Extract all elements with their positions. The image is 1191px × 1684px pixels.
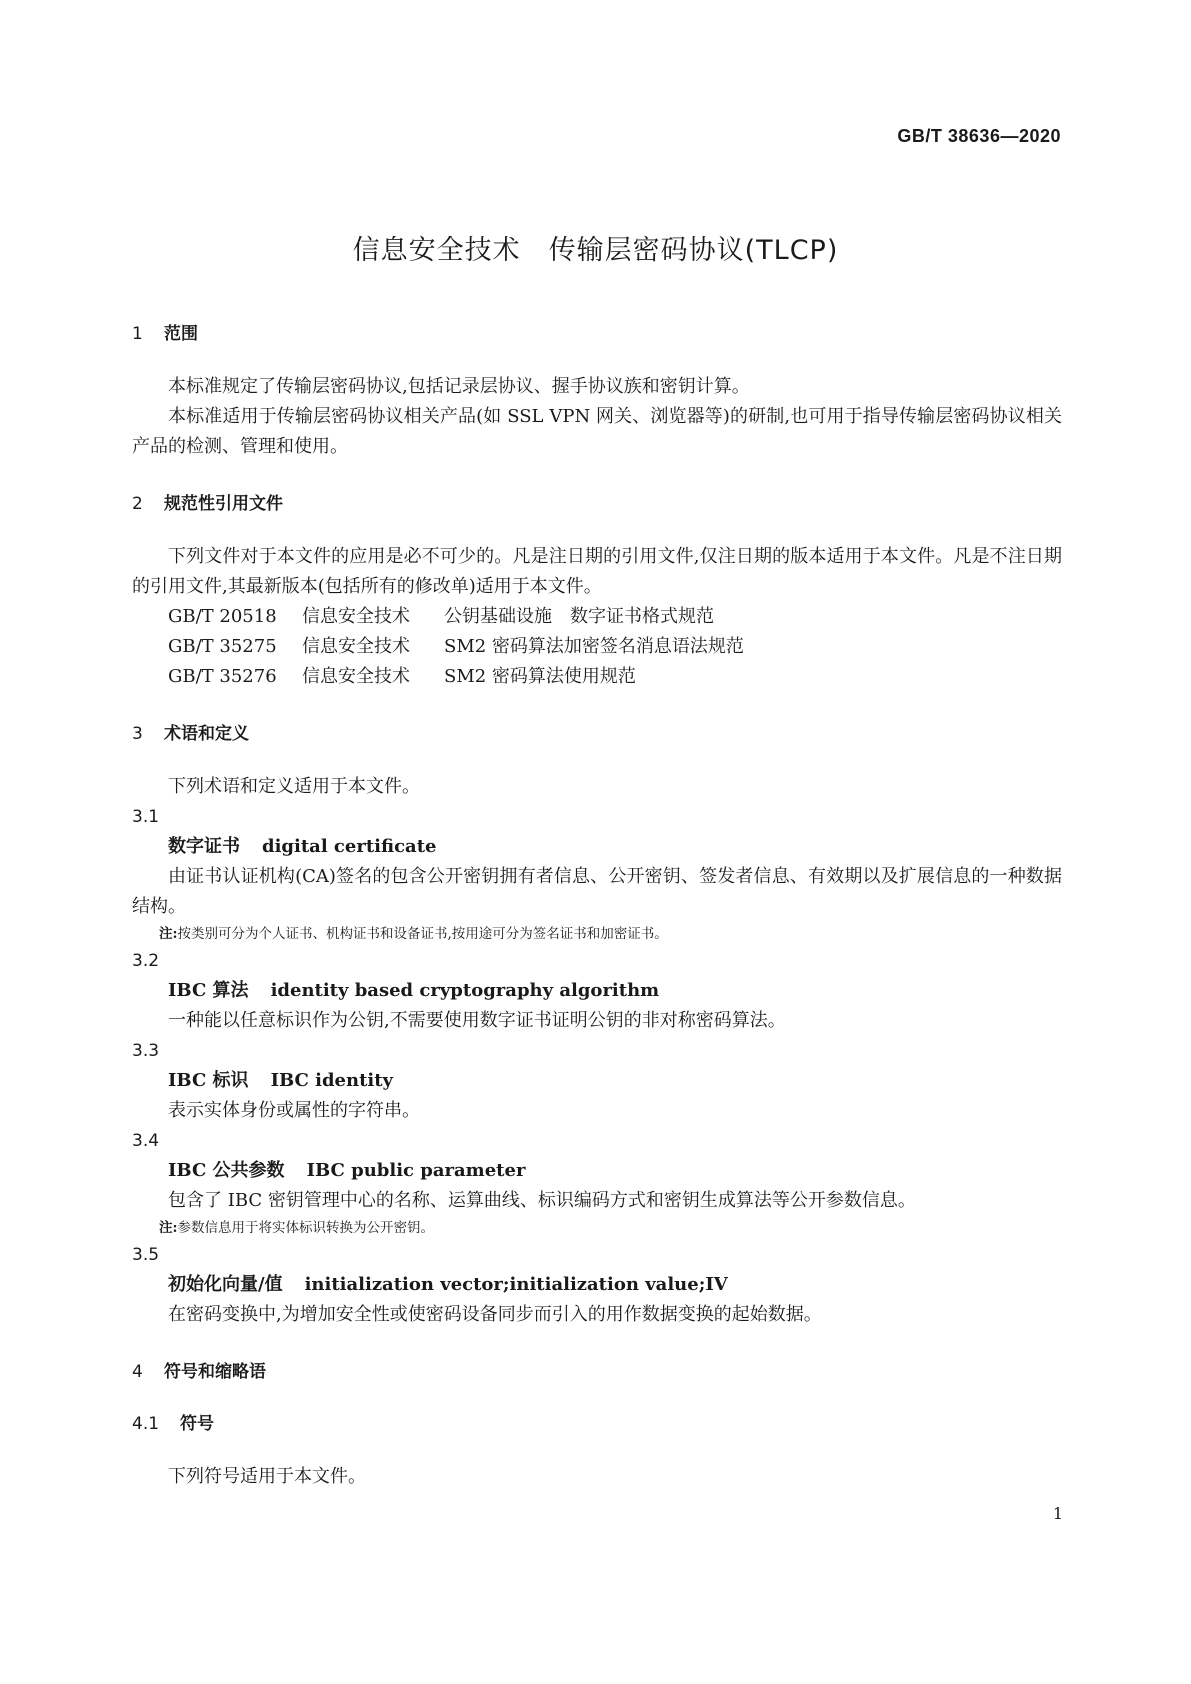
scope-paragraph-1: 本标准规定了传输层密码协议,包括记录层协议、握手协议族和密钥计算。: [168, 376, 750, 397]
term-name: IBC 标识 IBC identity: [168, 1070, 394, 1091]
term-definition: 包含了 IBC 密钥管理中心的名称、运算曲线、标识编码方式和密钥生成算法等公开参数信息。: [168, 1190, 916, 1211]
term-name: IBC 算法 identity based cryptography algorithm: [168, 980, 660, 1001]
term-number: 3.2: [132, 951, 160, 971]
reference-item: GB/T 35275 信息安全技术 SM2 密码算法加密签名消息语法规范: [168, 636, 744, 657]
reference-item: GB/T 35276 信息安全技术 SM2 密码算法使用规范: [168, 666, 636, 687]
term-note: 注:参数信息用于将实体标识转换为公开密钥。: [159, 1220, 434, 1236]
term-number: 3.5: [132, 1245, 160, 1265]
section-2-heading: [132, 490, 1062, 518]
subsection-title: 符号: [180, 1414, 214, 1434]
term-name: 初始化向量/值 initialization vector;initialization value;IV: [168, 1274, 728, 1295]
document-title: 信息安全技术 传输层密码协议(TLCP): [352, 235, 839, 266]
section-title: 规范性引用文件: [164, 494, 283, 514]
subsection-4-1-heading: [132, 1410, 1062, 1438]
symbols-intro: 下列符号适用于本文件。: [168, 1466, 366, 1487]
section-number: 1: [132, 324, 143, 344]
term-name: IBC 公共参数 IBC public parameter: [168, 1160, 526, 1181]
section-1-heading: [132, 320, 1062, 348]
section-number: 3: [132, 724, 143, 744]
references-intro: 下列文件对于本文件的应用是必不可少的。凡是注日期的引用文件,仅注日期的版本适用于本文件。凡是不注日期的引用文件,其最新版本(包括所有的修改单)适用于本文件。: [132, 546, 1062, 597]
standard-code: GB/T 38636—2020: [897, 126, 1061, 146]
section-4-heading: [132, 1358, 1062, 1386]
term-number: 3.3: [132, 1041, 160, 1061]
term-definition: 表示实体身份或属性的字符串。: [168, 1100, 420, 1121]
section-number: 4: [132, 1362, 143, 1382]
scope-paragraph-2: 本标准适用于传输层密码协议相关产品(如 SSL VPN 网关、浏览器等)的研制,也可用于指导传输层密码协议相关产品的检测、管理和使用。: [132, 406, 1062, 457]
term-definition: 由证书认证机构(CA)签名的包含公开密钥拥有者信息、公开密钥、签发者信息、有效期以及扩展信息的一种数据结构。: [132, 866, 1062, 917]
term-definition: 在密码变换中,为增加安全性或使密码设备同步而引入的用作数据变换的起始数据。: [168, 1304, 822, 1325]
section-title: 符号和缩略语: [164, 1362, 266, 1382]
term-number: 3.4: [132, 1131, 160, 1151]
section-number: 2: [132, 494, 143, 514]
document-body: [132, 320, 1062, 1492]
term-note: 注:按类别可分为个人证书、机构证书和设备证书,按用途可分为签名证书和加密证书。: [159, 926, 668, 942]
section-3-heading: [132, 720, 1062, 748]
term-name: 数字证书 digital certificate: [168, 836, 437, 857]
terms-intro: 下列术语和定义适用于本文件。: [168, 776, 420, 797]
page-number: 1: [1052, 1504, 1063, 1523]
reference-item: GB/T 20518 信息安全技术 公钥基础设施 数字证书格式规范: [168, 606, 714, 627]
term-number: 3.1: [132, 807, 160, 827]
subsection-number: 4.1: [132, 1414, 160, 1434]
section-title: 范围: [164, 324, 198, 344]
term-definition: 一种能以任意标识作为公钥,不需要使用数字证书证明公钥的非对称密码算法。: [168, 1010, 786, 1031]
section-title: 术语和定义: [164, 724, 249, 744]
